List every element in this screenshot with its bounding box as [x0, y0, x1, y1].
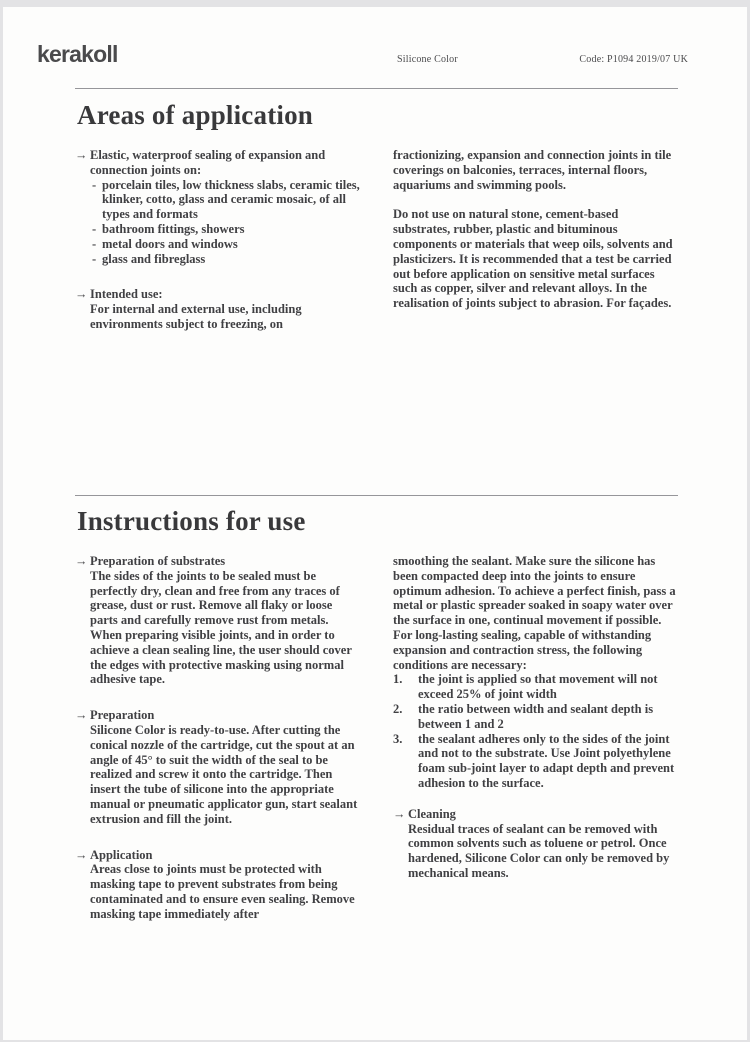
- bullet-item-cleaning: [393, 807, 678, 881]
- right-column: [393, 554, 678, 922]
- left-column: [75, 554, 360, 922]
- bullet-body: Residual traces of sealant can be removed with common solvents such as toluene or petrol. Once hardened, Silicone Color can only be removed by mechanical means.: [408, 821, 670, 880]
- paragraph: Do not use on natural stone, cement-based substrates, rubber, plastic and bituminous components or materials that weep oils, solvents and plasticizers. It is recommended that a test be carried out before application on sensitive metal surfaces such as copper, silver and relevant alloys. In the realisation of joints subject to abrasion. For façades.: [393, 207, 673, 311]
- list-item-text: glass and fibreglass: [102, 251, 206, 266]
- item-text: the ratio between width and sealant depth is between 1 and 2: [418, 701, 654, 731]
- paragraph: smoothing the sealant. Make sure the silicone has been compacted deep into the joints to ensure optimum adhesion. To achieve a perfect finish, pass a metal or plastic spreader soaked in soapy water over the surface in one, continual movement if possible. For long-lasting sealing, capable of withstanding expansion and contraction stress, the following conditions are necessary:: [393, 554, 676, 672]
- bullet-body: The sides of the joints to be sealed must be perfectly dry, clean and free from any traces of grease, dust or rust. Remove all flaky or loose parts and carefully remove rust from metals. When preparing visible joints, and in order to achieve a clean sealing line, the user should cover the edges with protective masking using normal adhesive tape.: [90, 568, 352, 687]
- document-page: [3, 7, 747, 1040]
- paragraph: fractionizing, expansion and connection joints in tile coverings on balconies, terraces, internal floors, aquariums and swimming pools.: [393, 148, 672, 192]
- sub-list: [90, 178, 360, 267]
- bullet-item-application: [75, 848, 360, 922]
- section-instructions-for-use: [75, 506, 678, 922]
- bullet-lead: Cleaning: [408, 806, 456, 821]
- list-item: [90, 237, 360, 252]
- bullet-lead: Application: [90, 847, 153, 862]
- bullet-lead: Intended use:: [90, 287, 163, 302]
- dash-icon: -: [92, 177, 97, 192]
- list-item: [90, 222, 360, 237]
- list-item-text: porcelain tiles, low thickness slabs, ceramic tiles, klinker, cotto, glass and ceramic mosaic, of all types and formats: [102, 177, 360, 222]
- item-number: 2.: [393, 701, 403, 716]
- bullet-item-elastic-sealing: [75, 148, 360, 266]
- item-text: the sealant adheres only to the sides of the joint and not to the substrate. Use Joint polyethylene foam sub-joint layer to adapt depth and prevent adhesion to the surface.: [418, 731, 675, 790]
- item-text: the joint is applied so that movement will not exceed 25% of joint width: [418, 672, 658, 702]
- item-number: 3.: [393, 731, 403, 746]
- list-item-text: bathroom fittings, showers: [102, 221, 245, 236]
- dash-icon: -: [92, 251, 97, 266]
- bullet-item-preparation-of-substrates: [75, 554, 360, 687]
- header-divider: [75, 88, 678, 89]
- bullet-lead: Elastic, waterproof sealing of expansion and connection joints on:: [90, 148, 326, 177]
- bullet-lead: Preparation: [90, 708, 155, 723]
- list-item-text: metal doors and windows: [102, 236, 238, 251]
- arrow-icon: →: [75, 847, 88, 862]
- arrow-icon: →: [393, 806, 406, 821]
- doc-title: Silicone Color: [397, 54, 458, 65]
- bullet-lead: Preparation of substrates: [90, 554, 226, 568]
- arrow-icon: →: [75, 148, 88, 162]
- numbered-item: [393, 702, 678, 732]
- bullet-item-intended-use: [75, 287, 360, 331]
- list-item: [90, 178, 360, 222]
- kerakoll-logo: kerakoll: [37, 41, 118, 67]
- section-title: Areas of application: [77, 100, 314, 130]
- bullet-item-preparation: [75, 708, 360, 826]
- bullet-body: For internal and external use, including environments subject to freezing, on: [90, 302, 302, 331]
- item-number: 1.: [393, 672, 403, 687]
- dash-icon: -: [92, 221, 97, 236]
- numbered-item: [393, 732, 678, 791]
- section-divider: [75, 495, 678, 496]
- list-item: [90, 252, 360, 267]
- arrow-icon: →: [75, 554, 88, 568]
- dash-icon: -: [92, 236, 97, 251]
- numbered-conditions-list: [393, 672, 678, 790]
- bullet-body: Areas close to joints must be protected with masking tape to prevent substrates from being contaminated and to ensure even sealing. Remove masking tape immediately after: [90, 862, 355, 921]
- arrow-icon: →: [75, 708, 88, 723]
- left-column: [75, 148, 360, 332]
- section-title: Instructions for use: [77, 506, 306, 536]
- numbered-item: [393, 672, 678, 702]
- doc-code: Code: P1094 2019/07 UK: [579, 54, 688, 65]
- right-column: [393, 148, 678, 332]
- section-areas-of-application: [75, 100, 678, 332]
- bullet-body: Silicone Color is ready-to-use. After cutting the conical nozzle of the cartridge, cut the spout at an angle of 45° to suit the width of the seal to be realized and screw it onto the cartridge. Then insert the tube of silicone into the appropriate manual or pneumatic applicator gun, start sealant extrusion and fill the joint.: [90, 722, 358, 826]
- arrow-icon: →: [75, 287, 88, 302]
